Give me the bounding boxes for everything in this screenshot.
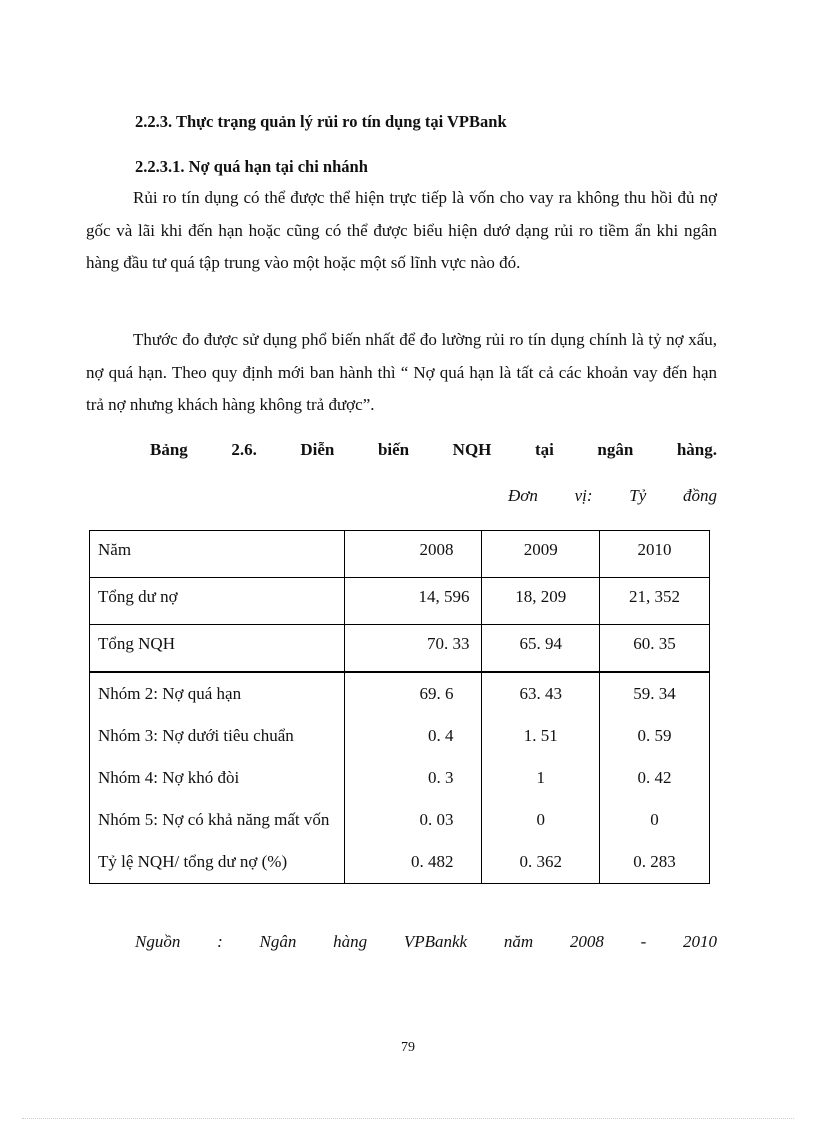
row-label: Nhóm 5: Nợ có khả năng mất vốn bbox=[90, 799, 345, 841]
table-cell: 65. 94 bbox=[482, 625, 600, 673]
table-cell: 1 bbox=[482, 757, 600, 799]
row-label: Tổng NQH bbox=[90, 625, 345, 673]
table-cell: 1. 51 bbox=[482, 715, 600, 757]
table-cell: 0 bbox=[482, 799, 600, 841]
row-label: Nhóm 2: Nợ quá hạn bbox=[90, 672, 345, 715]
row-label: Nhóm 4: Nợ khó đòi bbox=[90, 757, 345, 799]
table-cell: 0. 42 bbox=[600, 757, 710, 799]
table-cell: 63. 43 bbox=[482, 672, 600, 715]
row-label: Tỷ lệ NQH/ tổng dư nợ (%) bbox=[90, 841, 345, 884]
table-cell: 0. 4 bbox=[344, 715, 482, 757]
subsection-heading: 2.2.3.1. Nợ quá hạn tại chi nhánh bbox=[135, 157, 368, 176]
header-cell: 2009 bbox=[482, 531, 600, 578]
table-row bbox=[90, 841, 710, 884]
header-cell: 2010 bbox=[600, 531, 710, 578]
table-cell: 0. 283 bbox=[600, 841, 710, 884]
table-cell: 0. 482 bbox=[344, 841, 482, 884]
npl-table bbox=[89, 530, 710, 884]
table-cell: 0. 3 bbox=[344, 757, 482, 799]
table-row bbox=[90, 799, 710, 841]
section-heading: 2.2.3. Thực trạng quản lý rủi ro tín dụng tại VPBank bbox=[135, 112, 507, 131]
header-cell: 2008 bbox=[344, 531, 482, 578]
paragraph-measurement: Thước đo được sử dụng phổ biến nhất để đo lường rủi ro tín dụng chính là tỷ nợ xấu, nợ quá hạn. Theo quy định mới ban hành thì “ Nợ quá hạn là tất cả các khoản vay đến hạn trả nợ nhưng khách hàng không trả được”. bbox=[86, 330, 717, 414]
table-cell: 14, 596 bbox=[344, 578, 482, 625]
table-caption: Bảng 2.6. Diễn biến NQH tại ngân hàng. bbox=[150, 440, 717, 459]
table-cell: 0. 03 bbox=[344, 799, 482, 841]
table-row bbox=[90, 578, 710, 625]
header-cell: Năm bbox=[90, 531, 345, 578]
table-unit: Đơn vị: Tỷ đồng bbox=[508, 486, 717, 505]
table-cell: 0. 59 bbox=[600, 715, 710, 757]
table-cell: 70. 33 bbox=[344, 625, 482, 673]
table-source: Nguồn : Ngân hàng VPBankk năm 2008 - 2010 bbox=[135, 932, 717, 951]
table-cell: 59. 34 bbox=[600, 672, 710, 715]
table-row bbox=[90, 625, 710, 673]
table-cell: 21, 352 bbox=[600, 578, 710, 625]
table-cell: 18, 209 bbox=[482, 578, 600, 625]
table-row bbox=[90, 672, 710, 715]
table-cell: 0 bbox=[600, 799, 710, 841]
table-header-row bbox=[90, 531, 710, 578]
page-bottom-divider bbox=[22, 1118, 794, 1119]
table-row bbox=[90, 715, 710, 757]
paragraph-credit-risk: Rủi ro tín dụng có thể được thể hiện trực tiếp là vốn cho vay ra không thu hồi đủ nợ gốc và lãi khi đến hạn hoặc cũng có thể được biểu hiện dướ dạng rủi ro tiềm ẩn khi ngân hàng đầu tư quá tập trung vào một hoặc một số lĩnh vực nào đó. bbox=[86, 188, 717, 272]
row-label: Tổng dư nợ bbox=[90, 578, 345, 625]
table-cell: 69. 6 bbox=[344, 672, 482, 715]
page-number: 79 bbox=[401, 1040, 415, 1055]
row-label: Nhóm 3: Nợ dưới tiêu chuẩn bbox=[90, 715, 345, 757]
table-cell: 0. 362 bbox=[482, 841, 600, 884]
table-cell: 60. 35 bbox=[600, 625, 710, 673]
table-row bbox=[90, 757, 710, 799]
